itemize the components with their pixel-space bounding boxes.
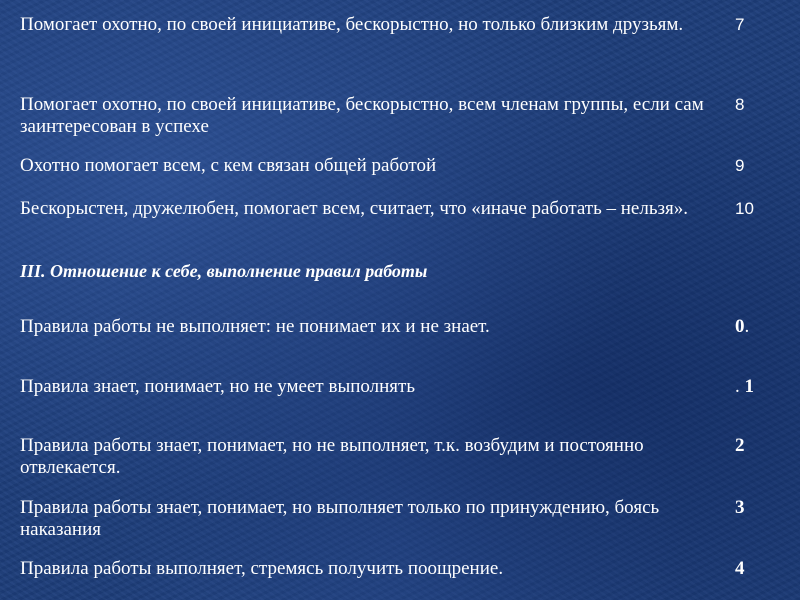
row-score: 8 bbox=[735, 95, 745, 114]
row-score: 2 bbox=[735, 435, 745, 456]
score-suffix: . bbox=[744, 316, 750, 337]
row-description: Правила работы выполняет, стремясь получить поощрение. bbox=[20, 558, 504, 579]
row-score: 10 bbox=[735, 199, 754, 218]
row-score: 3 bbox=[735, 497, 745, 518]
score-value: 0 bbox=[735, 316, 745, 337]
row-description: Правила работы знает, понимает, но не выполняет, т.к. возбудим и постоянно отвлекается. bbox=[20, 435, 644, 478]
row-score: 7 bbox=[735, 15, 745, 34]
row-description: Правила работы знает, понимает, но выполняет только по принуждению, боясь наказания bbox=[20, 497, 660, 540]
row-description: Правила работы не выполняет: не понимает их и не знает. bbox=[20, 316, 490, 337]
row-description: Помогает охотно, по своей инициативе, бескорыстно, но только близким друзьям. bbox=[20, 14, 684, 35]
row-score: 9 bbox=[735, 156, 745, 175]
row-score: 4 bbox=[735, 558, 745, 579]
row-description: Правила знает, понимает, но не умеет выполнять bbox=[20, 376, 415, 397]
row-score bbox=[735, 376, 795, 398]
row-description: Охотно помогает всем, с кем связан общей работой bbox=[20, 155, 437, 176]
row-score bbox=[735, 316, 795, 338]
score-prefix: . bbox=[735, 376, 745, 397]
row-description: Бескорыстен, дружелюбен, помогает всем, считает, что «иначе работать – нельзя». bbox=[20, 198, 689, 219]
score-value: 1 bbox=[744, 376, 754, 397]
section-heading: III. Отношение к себе, выполнение правил работы bbox=[20, 261, 428, 281]
row-description: Помогает охотно, по своей инициативе, бескорыстно, всем членам группы, если сам заинтересован в успехе bbox=[20, 94, 704, 137]
